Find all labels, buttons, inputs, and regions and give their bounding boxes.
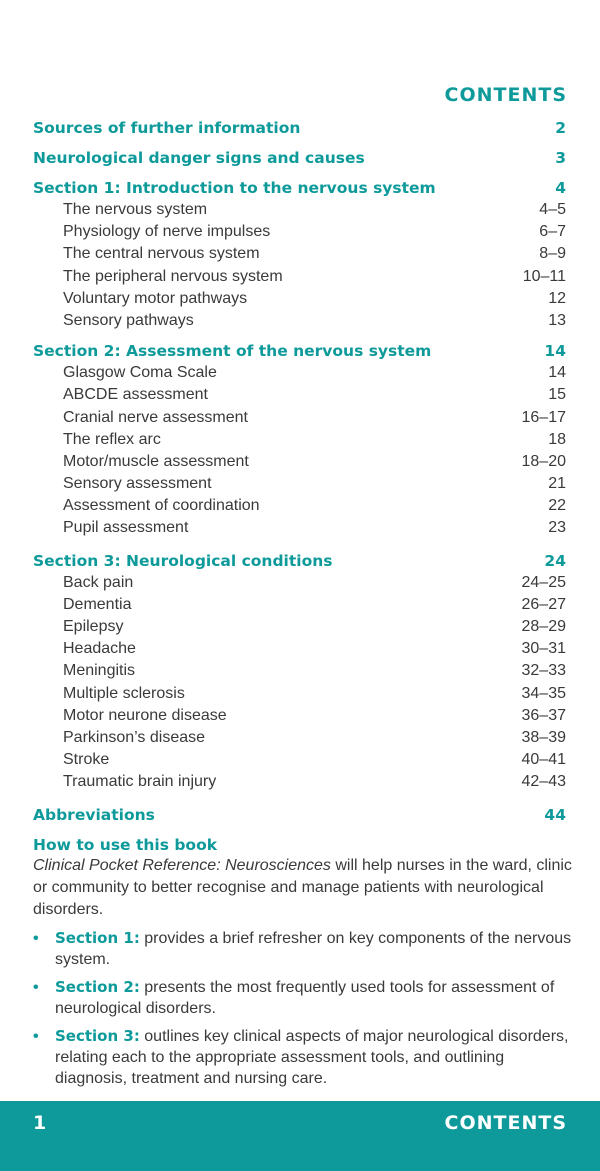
toc-subentry-page: 42–43 [521,773,566,791]
toc-subentry-page: 38–39 [521,728,566,746]
toc-subentry-label: Pupil assessment [63,519,189,537]
bullet-text: provides a brief refresher on key components of the nervous system. [55,930,572,968]
bullet-item [33,977,573,1019]
toc-subentry-page: 16–17 [521,408,566,426]
toc-subentry-page: 28–29 [521,618,566,635]
bullet-dot-icon: • [33,979,39,996]
toc-subentry-label: The central nervous system [63,245,260,263]
bullet-label: Section 1: [55,929,140,947]
toc-subentry-label: The peripheral nervous system [63,267,283,285]
toc-subentry-page: 34–35 [521,684,566,702]
toc-entry-label: Section 2: Assessment of the nervous system [33,342,432,361]
page-number: 1 [33,1112,47,1134]
toc-subentry-label: Physiology of nerve impulses [63,223,271,241]
toc-subentry-label: Dementia [63,595,132,613]
toc-subentry-label: Assessment of coordination [63,497,260,515]
toc-subentry[interactable] [33,594,566,616]
toc-subentry-page: 15 [548,386,566,404]
toc-entry-page: 4 [555,179,566,197]
toc-subentry-label: ABCDE assessment [63,386,208,404]
toc-entry-page: 14 [544,342,566,361]
toc-subentry-label: Cranial nerve assessment [63,408,248,426]
intro-paragraph [33,855,573,921]
how-to-use-heading: How to use this book [33,836,218,854]
toc-subentry-page: 12 [548,289,566,307]
toc-subentry-page: 40–41 [521,751,566,769]
toc-subentry[interactable] [33,407,566,429]
bullet-label: Section 2: [55,978,140,996]
toc-subentry-label: Glasgow Coma Scale [63,364,217,382]
toc-entry-abbreviations[interactable] [33,804,566,826]
toc-subentry[interactable] [33,495,566,517]
toc-subentry-label: Voluntary motor pathways [63,289,248,307]
toc-subentry-label: Back pain [63,573,134,591]
toc-subentry[interactable] [33,683,566,705]
toc-subentry[interactable] [33,221,566,243]
toc-subentry[interactable] [33,705,566,727]
toc-subentry-label: Motor/muscle assessment [63,452,249,470]
toc-subentry[interactable] [33,362,566,384]
toc-entry-page: 24 [544,551,566,570]
toc-subentry[interactable] [33,243,566,265]
book-title: Clinical Pocket Reference: Neurosciences [33,857,331,874]
toc-subentry-label: Traumatic brain injury [63,773,217,791]
toc-entry-page: 2 [555,119,566,137]
toc-subentry-page: 24–25 [521,573,566,591]
toc-subentry-label: Stroke [63,751,110,769]
table-of-contents [33,117,566,826]
toc-subentry[interactable] [33,199,566,221]
toc-section-1[interactable] [33,177,566,199]
toc-section-2[interactable] [33,340,566,362]
toc-subentry-page: 13 [548,311,566,329]
toc-subentry[interactable] [33,473,566,495]
footer-title: CONTENTS [444,1112,567,1134]
toc-entry-label: Sources of further information [33,119,301,137]
bullet-item [33,928,573,970]
toc-subentry[interactable] [33,616,566,638]
toc-subentry-label: Sensory assessment [63,475,212,493]
toc-subentry-page: 10–11 [522,267,566,285]
toc-subentry-label: Motor neurone disease [63,706,227,724]
toc-entry-sources[interactable] [33,117,566,139]
toc-entry-danger-signs[interactable] [33,147,566,169]
footer-bar [0,1101,600,1171]
bullet-dot-icon: • [33,1028,39,1045]
toc-subentry[interactable] [33,660,566,682]
toc-subentry-label: Multiple sclerosis [63,684,185,702]
bullet-label: Section 3: [55,1027,140,1045]
toc-subentry[interactable] [33,727,566,749]
bullet-text: presents the most frequently used tools for assessment of neurological disorders. [55,979,555,1017]
toc-subentry[interactable] [33,517,566,539]
how-to-use-section [33,835,573,1089]
toc-subentry-page: 14 [548,364,566,382]
toc-subentry-page: 30–31 [521,640,566,658]
bullet-item [33,1026,573,1089]
toc-subentry-page: 36–37 [521,706,566,724]
toc-subentry[interactable] [33,638,566,660]
toc-subentry-label: Sensory pathways [63,311,194,329]
toc-subentry[interactable] [33,266,566,288]
toc-entry-label: Neurological danger signs and causes [33,149,365,167]
toc-entry-label: Section 3: Neurological conditions [33,551,333,570]
page-title: CONTENTS [444,84,567,106]
toc-subentry[interactable] [33,429,566,451]
toc-subentry-page: 32–33 [521,662,566,680]
intro-text: will help nurses in the ward, clinic or community to better recognise and manage patients with neurological disorders. [33,857,572,918]
toc-subentry-label: Epilepsy [63,618,124,635]
toc-subentry-page: 22 [548,497,566,515]
toc-subentry-label: The nervous system [63,201,208,218]
toc-subentry-page: 18 [548,430,566,448]
toc-subentry[interactable] [33,451,566,473]
toc-subentry-label: Headache [63,640,136,658]
toc-subentry[interactable] [33,771,566,793]
toc-subentry-label: Parkinson’s disease [63,728,206,746]
toc-subentry-page: 26–27 [521,595,566,613]
bullet-dot-icon: • [33,930,39,947]
toc-subentry-label: The reflex arc [63,430,161,448]
toc-subentry-page: 6–7 [539,223,566,241]
toc-subentry[interactable] [33,572,566,594]
toc-subentry[interactable] [33,310,566,332]
toc-subentry-page: 23 [548,519,566,537]
toc-subentry-page: 18–20 [521,452,566,470]
toc-subentry-label: Meningitis [63,662,136,680]
bullet-text: outlines key clinical aspects of major neurological disorders, relating each to the appropriate assessment tools, and outlining diagnosis, treatment and nursing care. [55,1028,569,1087]
toc-subentry-page: 21 [548,475,566,493]
toc-section-3[interactable] [33,550,566,572]
toc-subentry[interactable] [33,749,566,771]
toc-entry-label: Abbreviations [33,805,155,824]
toc-entry-page: 44 [544,805,566,824]
toc-entry-label: Section 1: Introduction to the nervous system [33,179,436,197]
toc-subentry-page: 8–9 [539,245,566,263]
toc-subentry-page: 4–5 [539,201,566,218]
toc-entry-page: 3 [555,149,566,167]
toc-subentry[interactable] [33,288,566,310]
toc-subentry[interactable] [33,384,566,406]
